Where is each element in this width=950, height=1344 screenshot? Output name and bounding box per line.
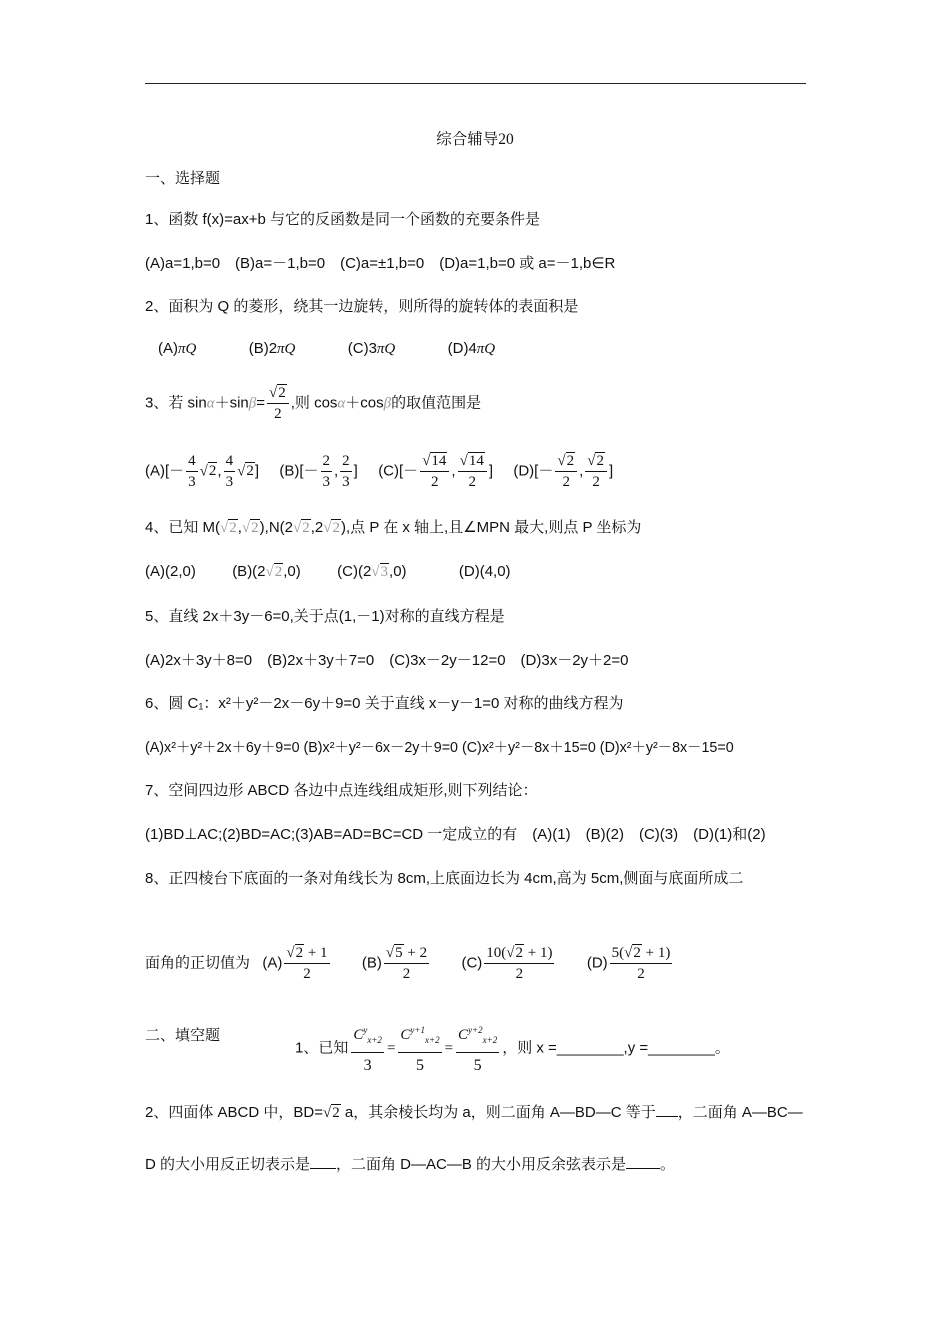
pi-q: πQ xyxy=(376,341,396,357)
section-choice-heading: 一、选择题 xyxy=(145,171,221,187)
answer-blank[interactable] xyxy=(310,1168,336,1169)
question-5-options: (A)2x＋3y＋8=0 (B)2x＋3y＋7=0 (C)3x－2y－12=0 (D)3x－2y＋2=0 xyxy=(145,652,629,669)
answer-blank[interactable] xyxy=(626,1168,660,1169)
question-5-stem: 5、直线 2x＋3y－6=0,关于点(1,－1)对称的直线方程是 xyxy=(145,608,505,625)
question-8-options: 面角的正切值为 (A) $\frac{√2 + 1}{2}$ (B) $\frac{√5 + 2}{2}$ (C) $\frac{10(√2 + 1)}{2}$ (D) $\frac{5(√2 + 1)}{2}$ xyxy=(145,945,671,982)
pi-q: πQ xyxy=(277,341,296,357)
pi-q: πQ xyxy=(178,341,197,357)
fill-question-2-line-2: D 的大小用反正切表示是 ，二面角 D—AC—B 的大小用反余弦表示是 。 xyxy=(145,1156,676,1173)
page-title: 综合辅导20 xyxy=(436,131,514,148)
question-2-options xyxy=(158,339,495,359)
question-8-stem: 8、正四棱台下底面的一条对角线长为 8cm,上底面边长为 4cm,高为 5cm,侧面与底面所成二 xyxy=(145,870,744,887)
question-1-stem: 1、函数 f(x)=ax+b 与它的反函数是同一个函数的充要条件是 xyxy=(145,211,541,228)
question-4-options: (A)(2,0) (B)(2√2,0) (C)(2√3,0) (D)(4,0) xyxy=(145,563,511,580)
option-b-label: (B)2 xyxy=(248,340,278,357)
question-1-options: (A)a=1,b=0 (B)a=－1,b=0 (C)a=±1,b=0 (D)a=1,b=0 或 a=－1,b∈R xyxy=(145,255,616,272)
option-c-label: (C)3 xyxy=(347,340,377,357)
question-6-options: (A)x²＋y²＋2x＋6y＋9=0 (B)x²＋y²－6x－2y＋9=0 (C)x²＋y²－8x＋15=0 (D)x²＋y²－8x－15=0 xyxy=(145,740,734,756)
header-rule xyxy=(145,83,806,84)
section-fill-heading: 二、填空题 xyxy=(145,1028,221,1044)
option-a-label: (A) xyxy=(158,340,178,357)
question-2-stem: 2、面积为 Q 的菱形，绕其一边旋转，则所得的旋转体的表面积是 xyxy=(145,298,579,315)
question-3-stem: 3、若 sinα＋sinβ= $\frac{√2}{2}$ ,则 cosα＋cosβ的取值范围是 xyxy=(145,385,482,422)
fraction: $\frac{√2}{2}$ xyxy=(267,384,289,423)
question-7-stem: 7、空间四边形 ABCD 各边中点连线组成矩形,则下列结论： xyxy=(145,782,538,799)
question-6-stem: 6、圆 C₁：x²＋y²－2x－6y＋9=0 关于直线 x－y－1=0 对称的曲线方程为 xyxy=(145,695,624,712)
option-d-label: (D)4 xyxy=(447,340,477,357)
question-3-options: (A)[－ $\frac{4}{3}$ √2, $\frac{4}{3}$ √2] (B)[－ $\frac{2}{3}$ , $\frac{2}{3}$ ] (C)[－ $\frac{√14}{2}$ , $\frac{√14}{2}$ ] (D)[－ $\frac{√2}{2}$ , $\frac{√2}{2}$ ] xyxy=(145,453,614,490)
answer-blank[interactable] xyxy=(656,1116,678,1117)
pi-q: πQ xyxy=(476,341,496,357)
fill-question-2-line-1: 2、四面体 ABCD 中，BD=√2 a，其余棱长均为 a，则二面角 A—BD—C 等于 ，二面角 A—BC— xyxy=(145,1104,803,1121)
question-7-options: (1)BD⊥AC;(2)BD=AC;(3)AB=AD=BC=CD 一定成立的有 (A)(1) (B)(2) (C)(3) (D)(1)和(2) xyxy=(145,826,766,843)
question-4-stem: 4、已知 M(√2,√2),N(2√2,2√2),点 P 在 x 轴上,且∠MPN 最大,则点 P 坐标为 xyxy=(145,519,642,536)
fill-question-1: 1、已知 $\frac{C^y_{x+2}}{3}$ = $\frac{C^{y+1}_{x+2}}{5}$ = $\frac{C^{y+2}_{x+2}}{5}$ ，则 x =________,y =________。 xyxy=(295,1018,730,1079)
